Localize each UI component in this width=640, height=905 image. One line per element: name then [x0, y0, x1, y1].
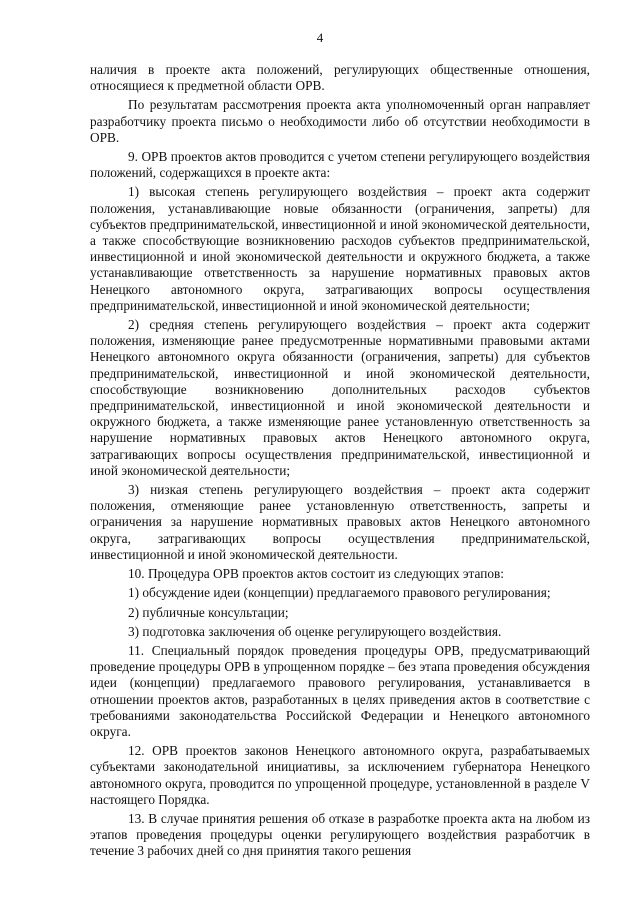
paragraph-item-9: 9. ОРВ проектов актов проводится с учетом степени регулирующего воздействия положений, содержащихся в проекте акта:: [90, 149, 590, 181]
paragraph-result-letter: По результатам рассмотрения проекта акта уполномоченный орган направляет разработчику проекта письмо о необходимости либо об отсутствии необходимости в ОРВ.: [90, 97, 590, 145]
paragraph-item-10-1: 1) обсуждение идеи (концепции) предлагаемого правового регулирования;: [128, 585, 551, 601]
paragraph-item-13: 13. В случае принятия решения об отказе в разработке проекта акта на любом из этапов проведения процедуры оценки регулирующего воздействия разработчик в течение 3 рабочих дней со дня принятия такого решения: [90, 810, 590, 859]
paragraph-item-10: 10. Процедура ОРВ проектов актов состоит из следующих этапов:: [128, 566, 504, 582]
paragraph-continuation: наличия в проекте акта положений, регулирующих общественные отношения, относящиеся к предметной области ОРВ.: [90, 62, 590, 94]
document-body: [90, 62, 590, 860]
paragraph-item-10-2: 2) публичные консультации;: [128, 604, 289, 620]
page-number: 4: [316, 30, 324, 45]
paragraph-item-9-1-high: 1) высокая степень регулирующего воздействия – проект акта содержит положения, устанавливающие новые обязанности (ограничения, запреты) для субъектов предпринимательской, инвестиционной и иной экономической деятельности, а также способствующие возникновению расходов субъектов предпринимательской, инвестиционной и иной экономической деятельности и окружного бюджета, а также устанавливающие ответственность за нарушение нормативных правовых актов Ненецкого автономного округа, затрагивающих вопросы осуществления предпринимательской, инвестиционной и иной экономической деятельности;: [90, 184, 590, 313]
paragraph-item-10-3: 3) подготовка заключения об оценке регулирующего воздействия.: [128, 623, 502, 639]
paragraph-item-11: 11. Специальный порядок проведения процедуры ОРВ, предусматривающий проведение процедуры ОРВ в упрощенном порядке – без этапа проведения обсуждения идеи (концепции) предлагаемого правового регулирования, устанавливается в отношении проектов актов, разработанных в целях приведения актов в соответствие с требованиями законодательства Российской Федерации и Ненецкого автономного округа.: [90, 642, 590, 739]
paragraph-item-9-2-medium: 2) средняя степень регулирующего воздействия – проект акта содержит положения, изменяющие ранее предусмотренные нормативными правовыми актами Ненецкого автономного округа обязанности (ограничения, запреты) для субъектов предпринимательской, инвестиционной и иной экономической деятельности, способствующие возникновению дополнительных расходов субъектов предпринимательской, инвестиционной и иной экономической деятельности и окружного бюджета, а также изменяющие ранее установленную ответственность за нарушение нормативных правовых актов Ненецкого автономного округа, затрагивающих вопросы осуществления предпринимательской, инвестиционной и иной экономической деятельности;: [90, 317, 590, 478]
paragraph-item-9-3-low: 3) низкая степень регулирующего воздействия – проект акта содержит положения, отменяющие ранее установленную ответственность, запреты и ограничения за нарушение нормативных правовых актов Ненецкого автономного округа, затрагивающих вопросы осуществления предпринимательской, инвестиционной и иной экономической деятельности.: [90, 482, 590, 562]
paragraph-item-12: 12. ОРВ проектов законов Ненецкого автономного округа, разрабатываемых субъектами законодательной инициативы, за исключением губернатора Ненецкого автономного округа, проводится по упрощенной процедуре, установленной в разделе V настоящего Порядка.: [90, 743, 590, 807]
